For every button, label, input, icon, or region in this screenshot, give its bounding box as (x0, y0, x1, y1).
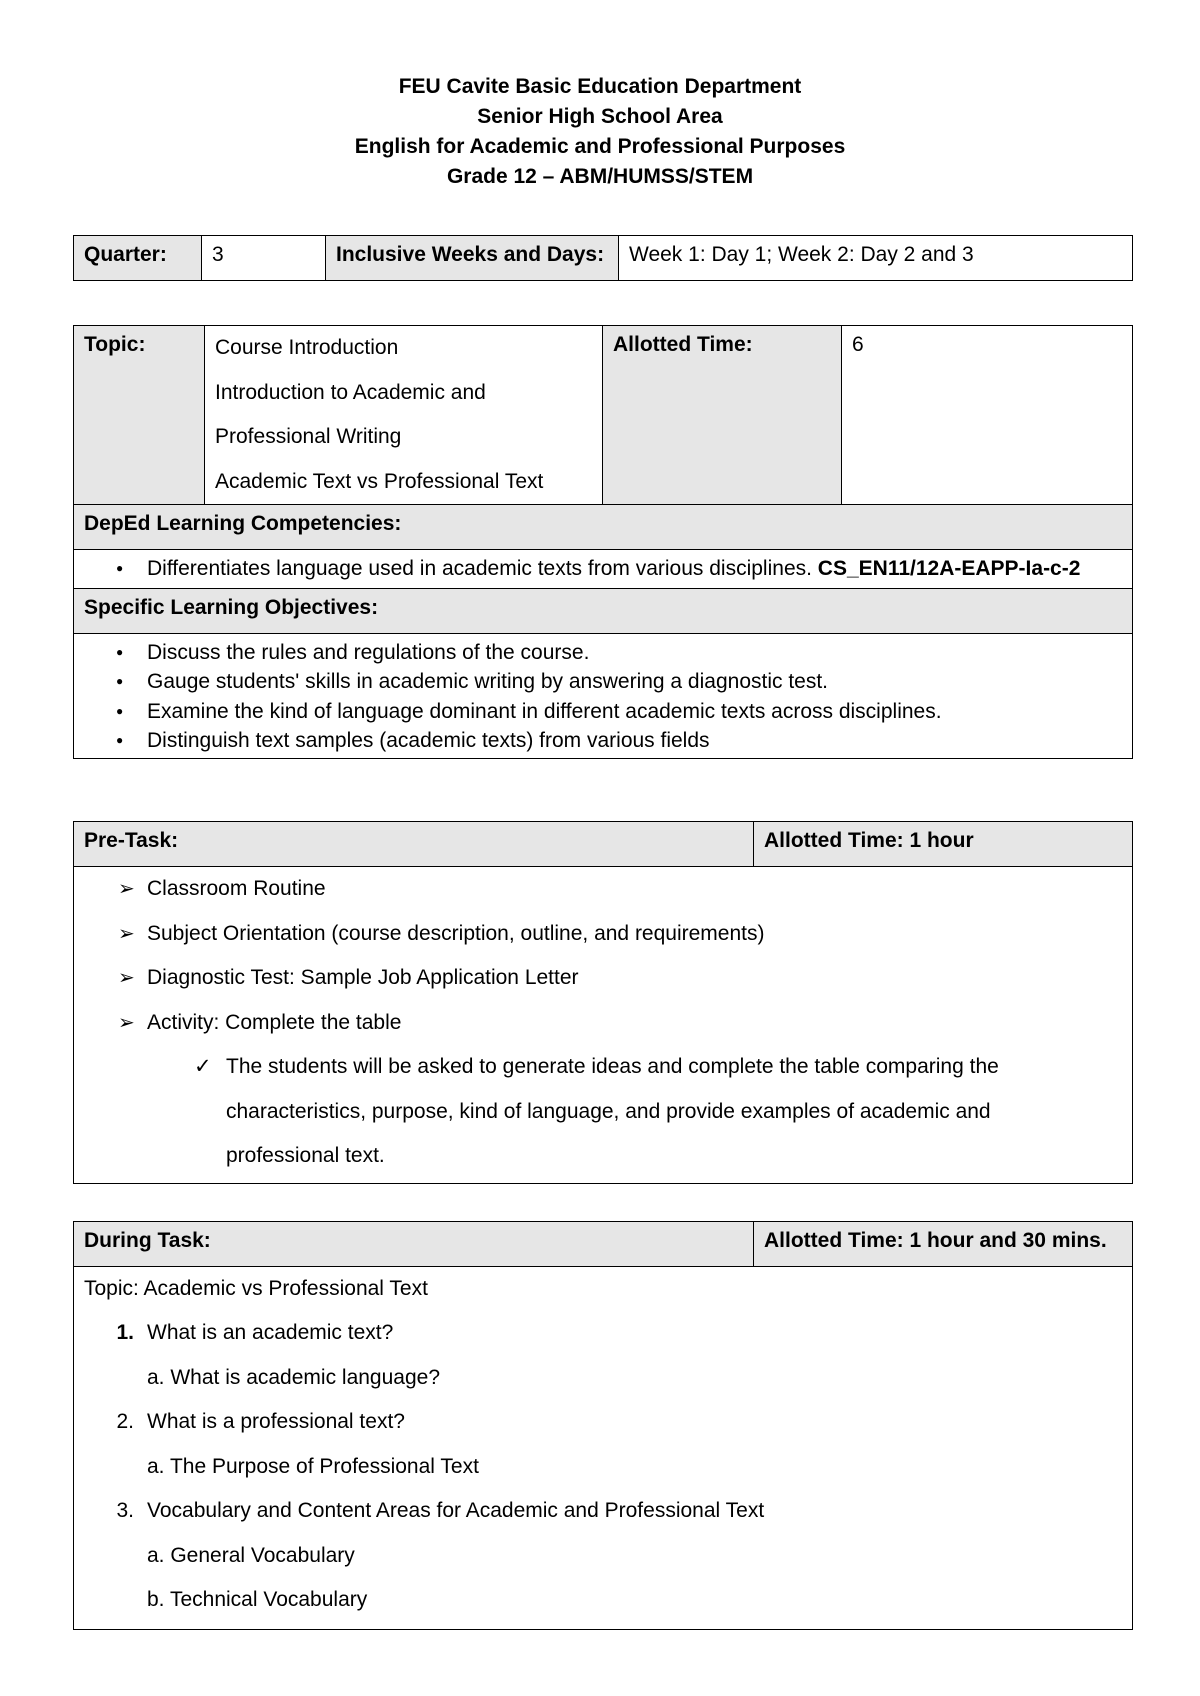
competency-item (74, 554, 1112, 584)
arrow-bullet-icon: ➢ (118, 967, 135, 989)
header-line-4: Grade 12 – ABM/HUMSS/STEM (446, 165, 754, 188)
topic-table (73, 325, 1133, 759)
during-task-table (73, 1221, 1133, 1630)
objective-item: ● Gauge students' skills in academic writing by answering a diagnostic test. (74, 667, 1122, 697)
pre-task-item-text: Activity: Complete the table (147, 1010, 402, 1034)
document-header (0, 72, 1200, 192)
pre-task-label: Pre-Task: (74, 822, 754, 867)
numbered-item (74, 1400, 1122, 1445)
sub-item: a. General Vocabulary (147, 1543, 355, 1567)
allotted-time-label: Allotted Time: (603, 326, 842, 505)
weeks-value: Week 1: Day 1; Week 2: Day 2 and 3 (619, 236, 1133, 281)
item-number: 1. (116, 1321, 134, 1344)
numbered-item (74, 1489, 1122, 1534)
pre-task-item-text: Diagnostic Test: Sample Job Application Letter (147, 966, 579, 989)
pre-task-item (74, 956, 1122, 1001)
during-task-time: Allotted Time: 1 hour and 30 mins. (754, 1222, 1133, 1267)
weeks-label: Inclusive Weeks and Days: (326, 236, 619, 281)
check-line: The students will be asked to generate ideas and complete the table comparing the (226, 1055, 999, 1078)
quarter-value: 3 (202, 236, 326, 281)
pre-task-item (74, 912, 1122, 957)
item-number: 2. (116, 1410, 134, 1433)
item-text: What is an academic text? (147, 1321, 394, 1344)
item-number: 3. (116, 1499, 134, 1522)
check-line: professional text. (226, 1144, 385, 1167)
objective-item: ● Examine the kind of language dominant in different academic texts across disciplines. (74, 697, 1122, 727)
competencies-content (74, 550, 1133, 589)
arrow-bullet-icon: ➢ (118, 922, 135, 945)
pre-task-table (73, 821, 1133, 1184)
topic-line: Introduction to Academic and (215, 380, 486, 404)
topic-label: Topic: (74, 326, 205, 505)
header-line-1: FEU Cavite Basic Education Department (398, 75, 802, 98)
sub-item: a. The Purpose of Professional Text (147, 1454, 479, 1478)
header-line-3: English for Academic and Professional Purposes (354, 135, 846, 158)
pre-task-item-text: Subject Orientation (course description, outline, and requirements) (147, 921, 765, 945)
item-text: What is a professional text? (147, 1410, 405, 1433)
sub-item: b. Technical Vocabulary (147, 1588, 368, 1611)
topic-value (205, 326, 603, 505)
allotted-time-value: 6 (842, 326, 1133, 505)
competency-code: CS_EN11/12A-EAPP-Ia-c-2 (817, 557, 1081, 580)
during-task-content (74, 1267, 1133, 1630)
topic-line: Professional Writing (215, 425, 402, 448)
arrow-bullet-icon: ➢ (118, 878, 135, 900)
item-text: Vocabulary and Content Areas for Academic and Professional Text (147, 1499, 765, 1522)
objectives-content (74, 633, 1133, 758)
topic-line: Academic Text vs Professional Text (215, 469, 544, 493)
topic-line: Course Introduction (215, 336, 399, 359)
objective-item: ● Discuss the rules and regulations of the course. (74, 638, 1122, 668)
during-task-topic: Topic: Academic vs Professional Text (84, 1277, 428, 1300)
check-item (74, 1045, 1122, 1179)
pre-task-time: Allotted Time: 1 hour (754, 822, 1133, 867)
pre-task-item-text: Classroom Routine (147, 877, 326, 900)
pre-task-content (74, 867, 1133, 1184)
arrow-bullet-icon: ➢ (118, 1011, 135, 1034)
sub-item: a. What is academic language? (147, 1365, 441, 1389)
pre-task-item (74, 867, 1122, 912)
competency-text: Differentiates language used in academic texts from various disciplines. (147, 557, 818, 580)
objectives-label: Specific Learning Objectives: (74, 588, 1133, 633)
check-line: characteristics, purpose, kind of language, and provide examples of academic and (226, 1099, 991, 1123)
during-task-label: During Task: (74, 1222, 754, 1267)
check-icon: ✓ (194, 1055, 212, 1078)
competencies-label: DepEd Learning Competencies: (74, 505, 1133, 550)
header-line-2: Senior High School Area (477, 105, 723, 128)
objective-item: ● Distinguish text samples (academic texts) from various fields (74, 726, 1122, 756)
numbered-item (74, 1311, 1122, 1356)
pre-task-item (74, 1001, 1122, 1046)
quarter-table (73, 235, 1133, 281)
quarter-label: Quarter: (74, 236, 202, 281)
